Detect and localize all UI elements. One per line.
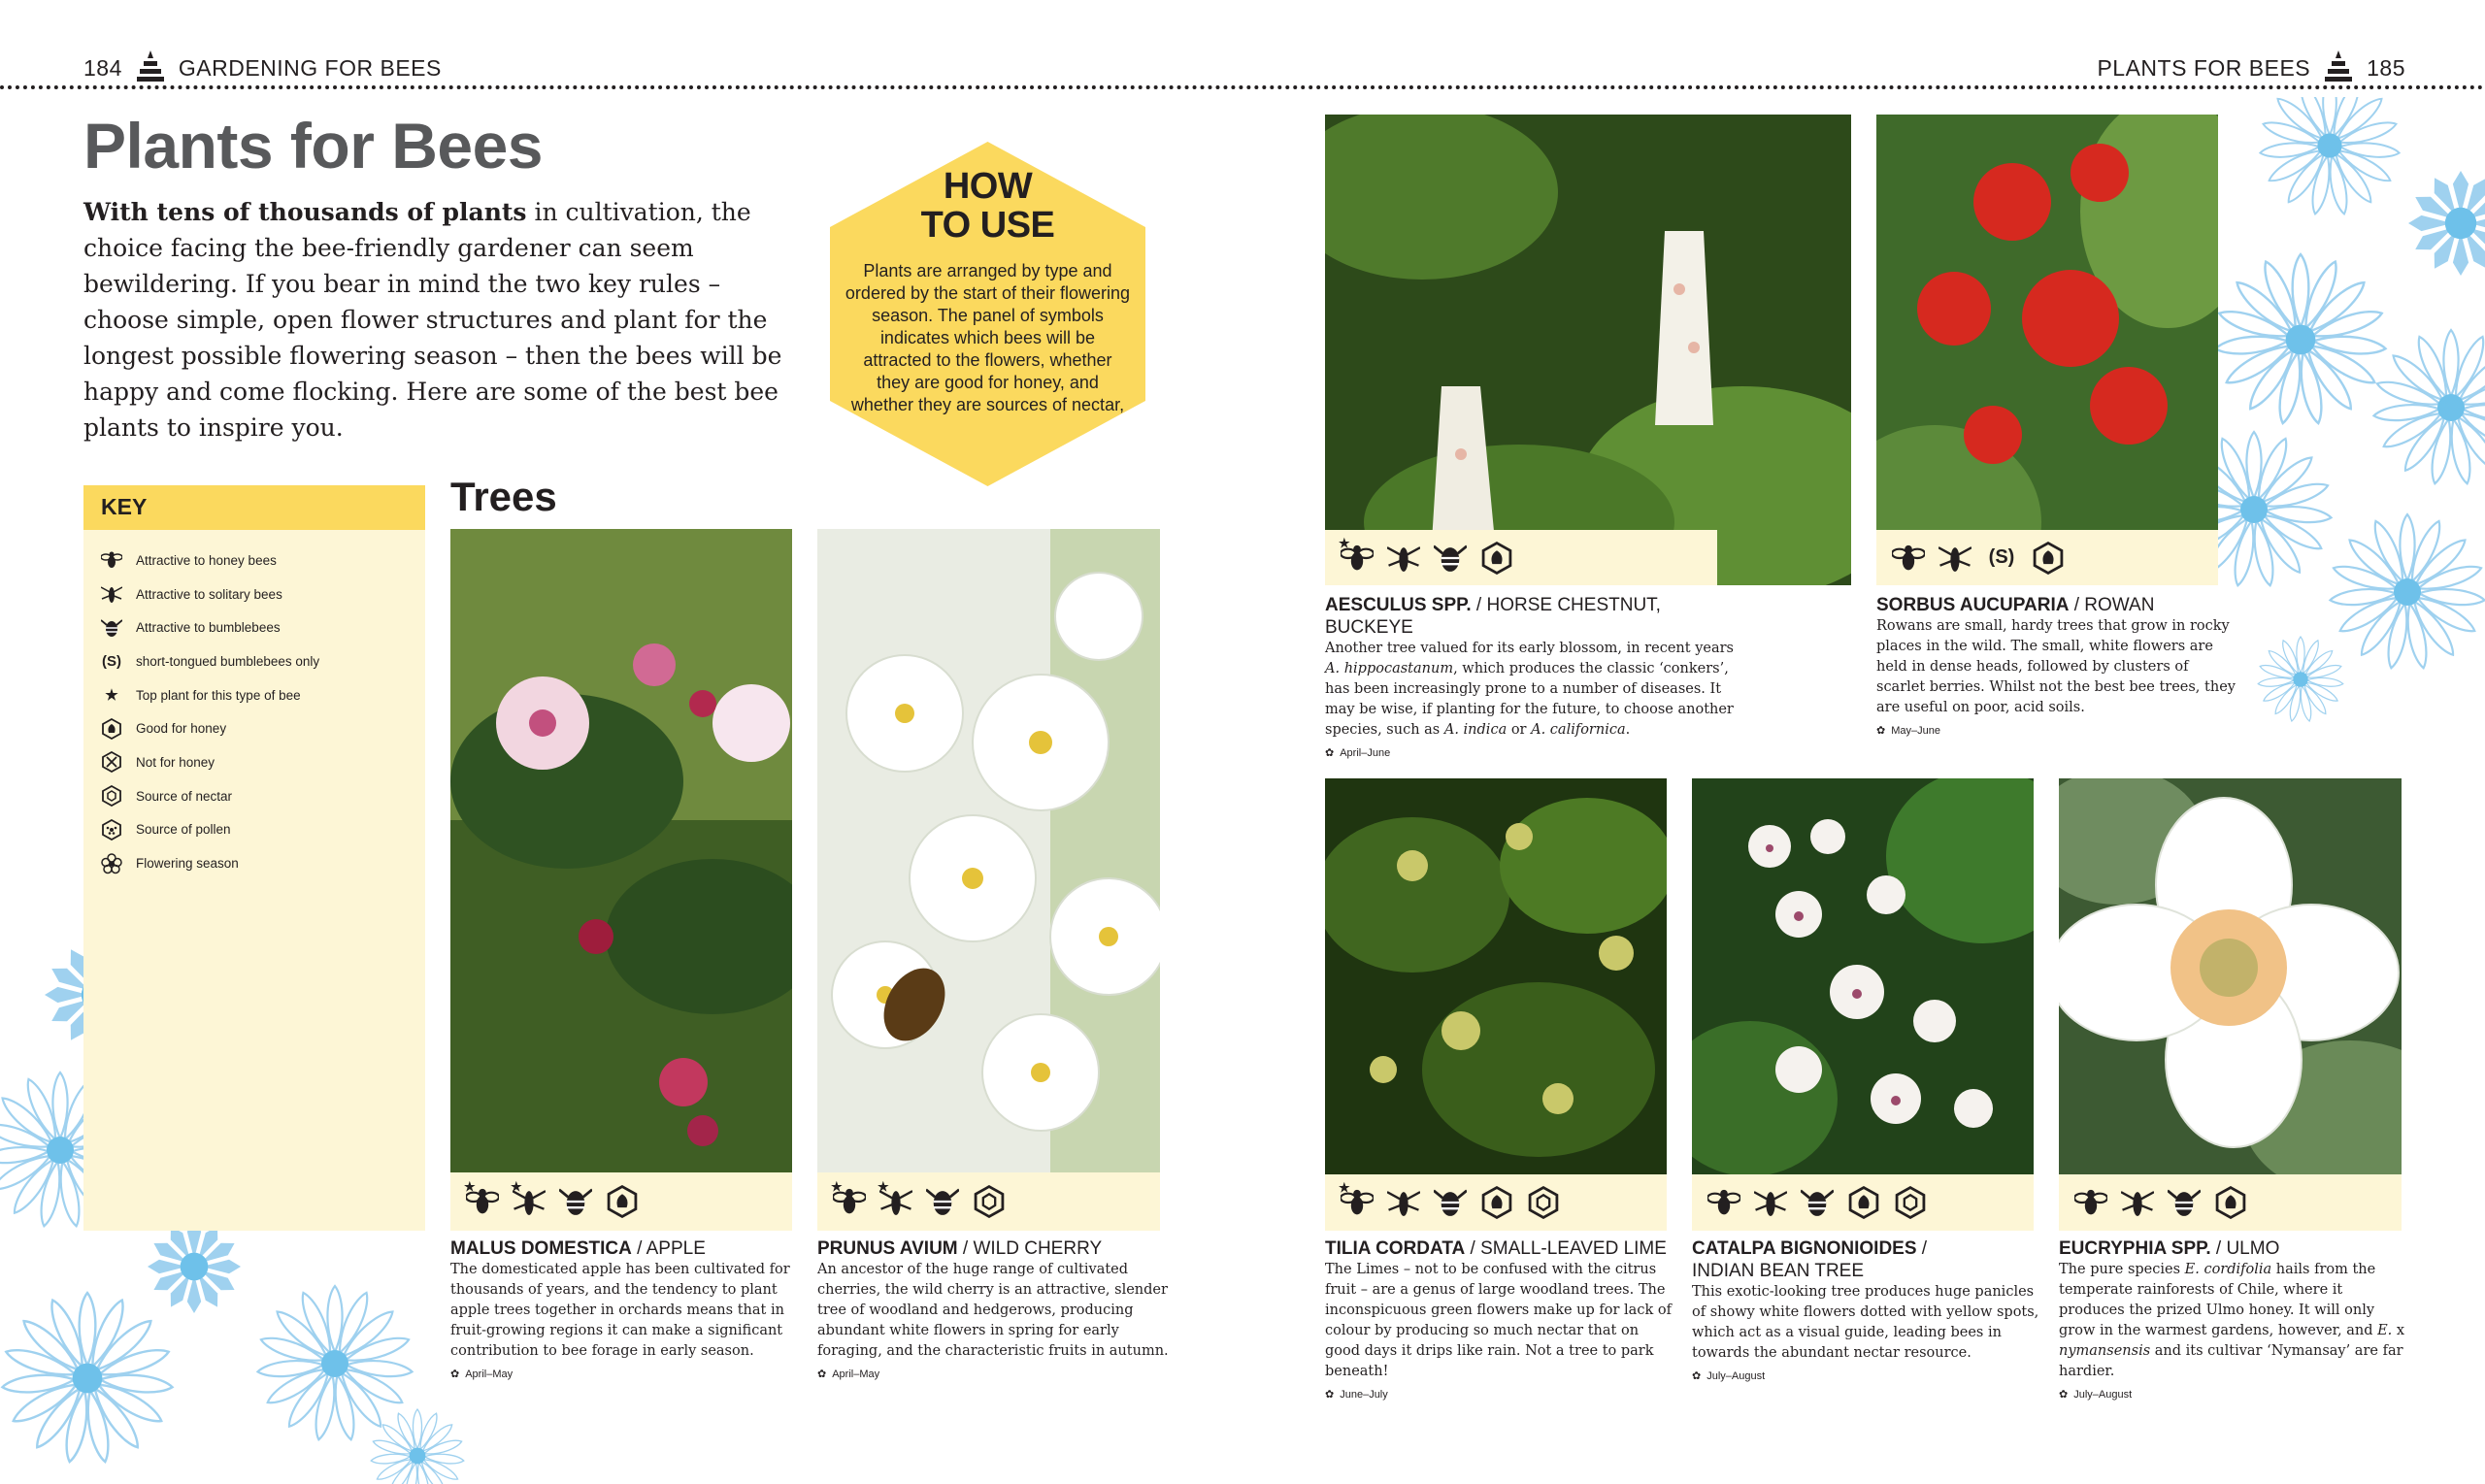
photo-aesculus	[1325, 115, 1851, 585]
key-label: Top plant for this type of bee	[136, 687, 301, 703]
honeybee-icon	[1706, 1184, 1742, 1221]
honeybee-icon	[2072, 1184, 2109, 1221]
nectar-icon	[971, 1183, 1008, 1220]
key-label: Not for honey	[136, 754, 215, 770]
plant-latin-name: SORBUS AUCUPARIA	[1876, 595, 2070, 615]
plant-latin-name: EUCRYPHIA SPP.	[2059, 1238, 2211, 1259]
plant-common-name: / SMALL-LEAVED LIME	[1465, 1238, 1667, 1259]
section-name-right: PLANTS FOR BEES	[2097, 54, 2311, 81]
key-label: short-tongued bumblebees only	[136, 653, 320, 669]
bumblebee-icon	[101, 617, 122, 639]
key-title: KEY	[101, 494, 148, 519]
how-to-use-title: HOW TO USE	[920, 166, 1055, 246]
honeybee-top-plant-icon: ★	[464, 1183, 501, 1220]
plant-description: An ancestor of the huge range of cultivated cherries, the wild cherry is an attractive, slender tree of woodland and hedgerows, producing abundant white flowers in spring for early foraging, and the characteristic fruits in autumn.	[817, 1262, 1169, 1359]
plant-description: Rowans are small, hardy trees that grow in rocky places in the wild. The small, white flowers are held in dense heads, followed by clusters of scarlet berries. Whilst not the best bee trees, they are useful on poor, acid soils.	[1876, 618, 2236, 715]
plant-caption-prunus	[817, 1237, 1176, 1380]
plant-common-name-line2: INDIAN BEAN TREE	[1692, 1261, 1865, 1281]
key-label: Good for honey	[136, 721, 227, 737]
header-divider	[0, 85, 2485, 89]
photo-malus-domestica	[450, 529, 792, 1172]
plant-caption-malus	[450, 1237, 800, 1380]
key-label: Attractive to honey bees	[136, 552, 277, 568]
photo-prunus-avium	[817, 529, 1160, 1172]
pollen-icon	[101, 819, 122, 841]
bumblebee-icon	[557, 1183, 594, 1220]
nectar-icon	[1525, 1184, 1562, 1221]
plant-caption-catalpa	[1692, 1237, 2043, 1382]
photo-catalpa-bignonioides	[1692, 778, 2034, 1174]
symbol-bar-eucryphia	[2059, 1174, 2402, 1231]
symbol-bar-tilia	[1325, 1174, 1667, 1231]
plant-caption-aesculus	[1325, 594, 1742, 759]
solitary-top-plant-icon: ★	[878, 1183, 914, 1220]
photo-sorbus-aucuparia	[1876, 115, 2218, 585]
plant-description: Another tree valued for its early blossom, in recent years A. hippocastanum, which produces the classic ‘conkers’, has been increasingly prone to a number of diseases. It may be wise, if planting for the future, to choose another species, such as A. indica or A. californica.	[1325, 641, 1734, 738]
plant-latin-name: TILIA CORDATA	[1325, 1238, 1466, 1259]
intro-paragraph	[83, 194, 802, 445]
good-honey-icon	[1478, 1184, 1515, 1221]
solitary-icon	[1385, 1184, 1422, 1221]
solitary-top-plant-icon: ★	[511, 1183, 547, 1220]
nectar-icon	[1892, 1184, 1929, 1221]
key-item	[101, 678, 421, 712]
symbol-bar-prunus	[817, 1172, 1160, 1231]
good-honey-icon	[101, 718, 122, 740]
decorative-flowers-right	[2213, 97, 2485, 747]
honeybee-top-plant-icon: ★	[1339, 1184, 1375, 1221]
flowering-season-icon	[101, 853, 122, 874]
symbol-bar-aesculus	[1325, 530, 1717, 585]
plant-latin-name: CATALPA BIGNONIOIDES	[1692, 1238, 1917, 1259]
solitary-bee-icon	[101, 583, 122, 605]
running-header-left	[83, 49, 442, 87]
honeybee-top-plant-icon: ★	[831, 1183, 868, 1220]
bumblebee-icon	[2166, 1184, 2203, 1221]
symbol-bar-sorbus	[1876, 530, 2218, 585]
good-honey-icon	[2030, 540, 2067, 577]
not-honey-icon	[101, 751, 122, 773]
beehive-icon	[2324, 49, 2353, 87]
symbol-bar-catalpa	[1692, 1174, 2034, 1231]
key-item	[101, 644, 421, 678]
intro-lead: With tens of thousands of plants	[83, 198, 527, 226]
plant-latin-name: PRUNUS AVIUM	[817, 1238, 958, 1259]
page-title: Plants for Bees	[83, 110, 543, 181]
beehive-icon	[136, 49, 165, 87]
solitary-icon	[1385, 540, 1422, 577]
solitary-icon	[1752, 1184, 1789, 1221]
plant-common-name: / ROWAN	[2069, 595, 2155, 615]
plant-description: This exotic-looking tree produces huge panicles of showy white flowers dotted with yellow spots, which act as a visual guide, leading bees in towards the abundant nectar resource.	[1692, 1284, 2039, 1361]
flowering-season-icon: ✿	[817, 1369, 827, 1380]
bumblebee-icon	[1799, 1184, 1836, 1221]
flowering-season: ✿ July–August	[2059, 1388, 2133, 1401]
flowering-season-icon: ✿	[1325, 1389, 1335, 1401]
good-honey-icon	[1478, 540, 1515, 577]
intro-text: in cultivation, the choice facing the bee-friendly gardener can seem bewildering. If you bear in mind the two key rules – choose simple, open flower structures and plant for the longest possible flowering season – then the bees will be happy and come flocking. Here are some of the best bee plants to inspire you.	[83, 198, 782, 442]
good-honey-icon	[604, 1183, 641, 1220]
key-item	[101, 610, 421, 644]
key-list	[101, 544, 421, 880]
honeybee-icon	[1890, 540, 1927, 577]
key-item	[101, 544, 421, 577]
plant-common-name: / ULMO	[2210, 1238, 2280, 1259]
flowering-season: ✿ July–August	[1692, 1369, 1766, 1382]
plant-common-name: / APPLE	[631, 1238, 706, 1259]
photo-tilia-cordata	[1325, 778, 1667, 1174]
flowering-season: ✿ April–June	[1325, 746, 1391, 759]
plant-common-name: / WILD CHERRY	[957, 1238, 1103, 1259]
plant-description: The Limes – not to be confused with the citrus fruit – are a genus of large woodland trees. The inconspicuous green flowers make up for lack of colour by producing so much nectar that on good days it drips like rain. Not a tree to park beneath!	[1325, 1262, 1672, 1379]
flowering-season: ✿ June–July	[1325, 1388, 1388, 1401]
page-number-left: 184	[83, 54, 122, 81]
symbol-bar-malus	[450, 1172, 792, 1231]
plant-common-name: /	[1916, 1238, 1928, 1259]
plant-common-name: / HORSE CHESTNUT, BUCKEYE	[1325, 595, 1661, 638]
key-label: Flowering season	[136, 856, 239, 872]
flowering-season-icon: ✿	[1692, 1370, 1702, 1382]
key-label: Attractive to bumblebees	[136, 620, 281, 636]
flowering-season-icon: ✿	[2059, 1389, 2069, 1401]
flowering-season: ✿ May–June	[1876, 724, 1940, 737]
star-icon: ★	[105, 687, 118, 705]
nectar-icon	[101, 785, 122, 807]
key-item	[101, 577, 421, 611]
plant-caption-sorbus	[1876, 594, 2236, 737]
flowering-season: ✿ April–May	[817, 1368, 880, 1380]
key-item	[101, 745, 421, 779]
key-item	[101, 779, 421, 813]
plant-description: The domesticated apple has been cultivated for thousands of years, and the tendency to plant apple trees together in orchards means that in fruit-growing regions it can make a significant contribution to bee forage in early season.	[450, 1262, 790, 1359]
page-number-right: 185	[2367, 54, 2405, 81]
bumblebee-icon	[924, 1183, 961, 1220]
honeybee-top-plant-icon: ★	[1339, 540, 1375, 577]
section-name-left: GARDENING FOR BEES	[178, 54, 442, 81]
section-title-trees: Trees	[450, 474, 557, 519]
key-label: Source of pollen	[136, 822, 231, 838]
key-label: Attractive to solitary bees	[136, 586, 282, 602]
good-honey-icon	[1845, 1184, 1882, 1221]
flowering-season: ✿ April–May	[450, 1368, 514, 1380]
key-item	[101, 711, 421, 745]
bumblebee-icon	[1432, 1184, 1469, 1221]
good-honey-icon	[2212, 1184, 2249, 1221]
bumblebee-icon	[1432, 540, 1469, 577]
photo-eucryphia	[2059, 778, 2402, 1174]
flowering-season-icon: ✿	[1876, 725, 1886, 737]
how-to-use-body: Plants are arranged by type and ordered by the start of their flowering season. The panel of symbols indicates which bees will be attracted to the flowers, whether they are good for honey, and whether they are sources of nectar,	[845, 261, 1131, 414]
flowering-season-icon: ✿	[1325, 747, 1335, 759]
plant-description: The pure species E. cordifolia hails from the temperate rainforests of Chile, where it produces the prized Ulmo honey. It will only grow in the warmest gardens, however, and E. x nymansensis and its cultivar ‘Nymansay’ are far hardier.	[2059, 1262, 2405, 1379]
solitary-icon	[2119, 1184, 2156, 1221]
key-item	[101, 846, 421, 880]
plant-caption-tilia	[1325, 1237, 1676, 1401]
plant-latin-name: AESCULUS SPP.	[1325, 595, 1472, 615]
honeybee-icon	[101, 549, 122, 571]
running-header-right	[2097, 49, 2405, 87]
plant-caption-eucryphia	[2059, 1237, 2410, 1401]
key-item	[101, 813, 421, 847]
key-label: Source of nectar	[136, 788, 233, 804]
short-tongued-icon: (S)	[1988, 546, 2015, 568]
flowering-season-icon: ✿	[450, 1369, 460, 1380]
solitary-icon	[1937, 540, 1973, 577]
short-tongued-icon: (S)	[102, 652, 121, 670]
plant-latin-name: MALUS DOMESTICA	[450, 1238, 632, 1259]
